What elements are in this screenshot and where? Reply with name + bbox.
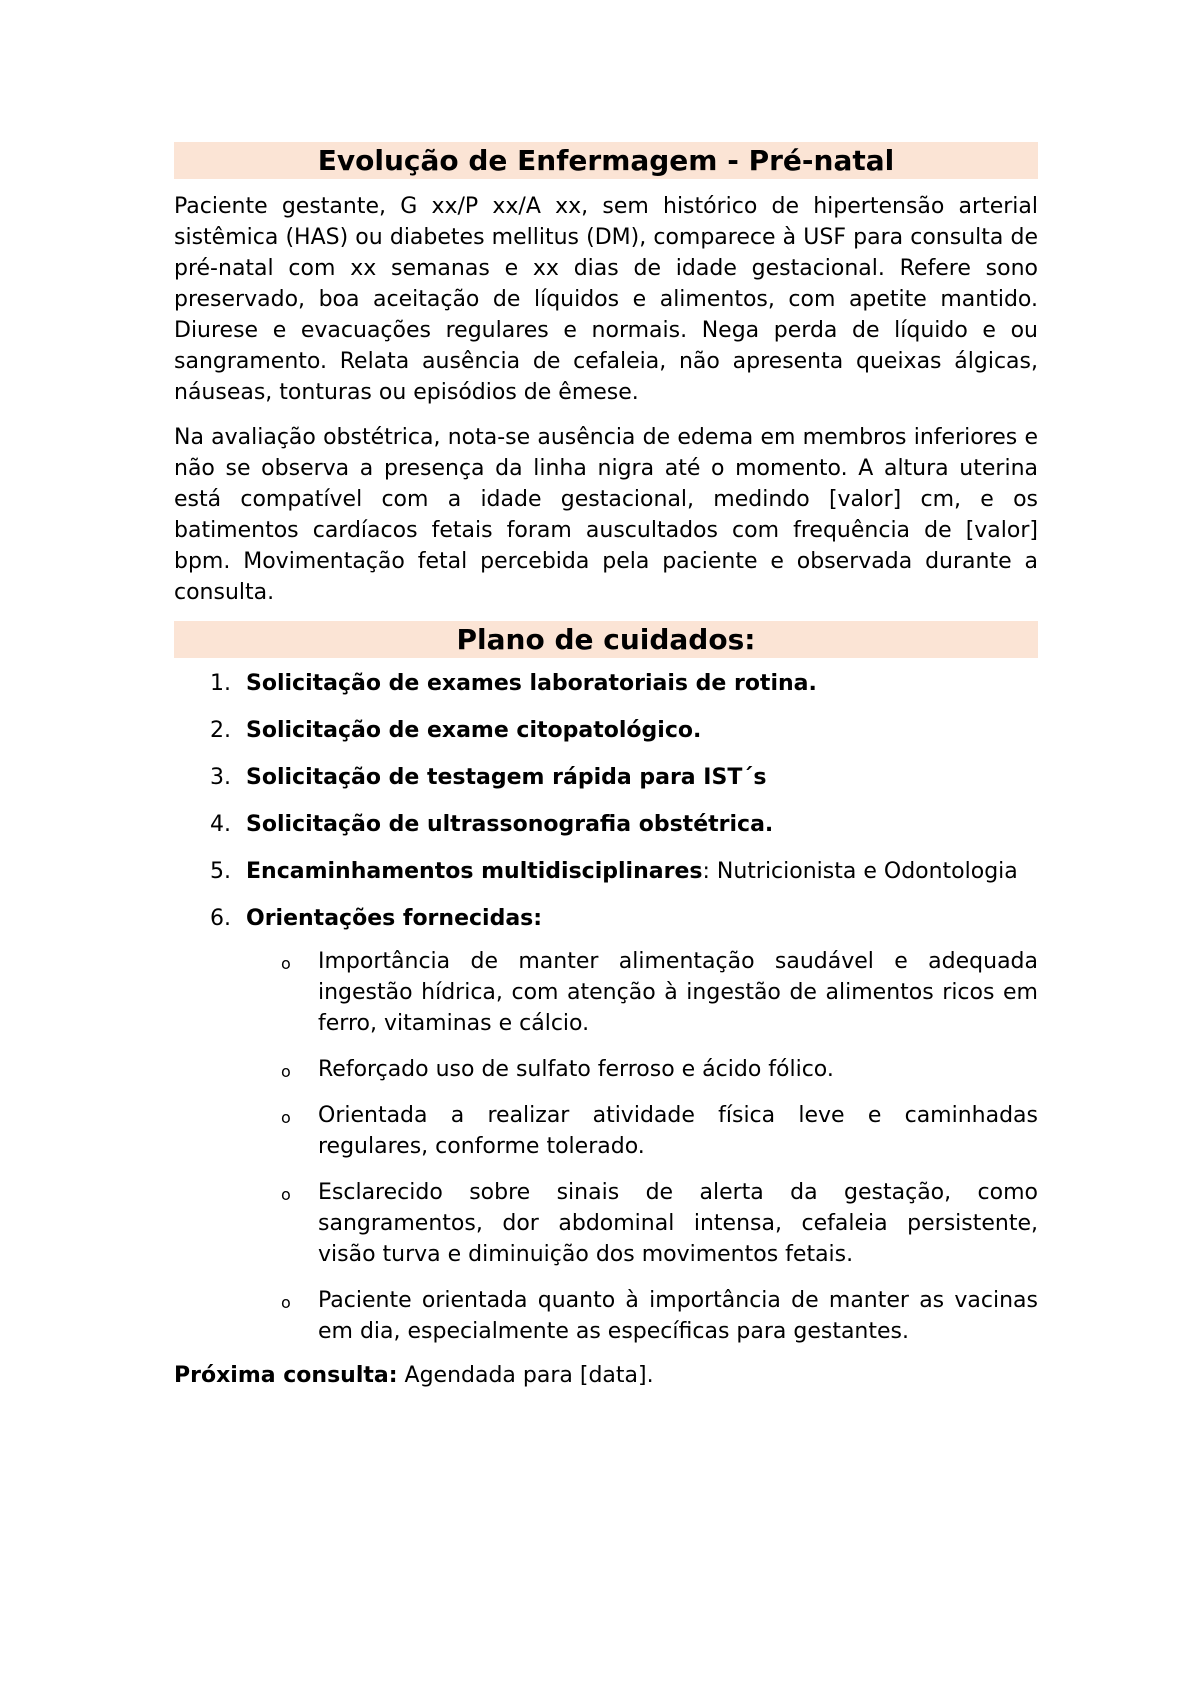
paragraph-obstetric-evaluation: Na avaliação obstétrica, nota-se ausência de edema em membros inferiores e não se observa a presença da linha nigra até o momento. A altura uterina está compatível com a idade gestacional, medindo [valor] cm, e os batimentos cardíacos fetais foram auscultados com frequência de [valor] bpm. Movimentação fetal percebida pela paciente e observada durante a consulta. — [174, 425, 1038, 605]
item-bold-text: Solicitação de exame citopatológico. — [246, 718, 702, 743]
orientation-text: Reforçado uso de sulfato ferroso e ácido fólico. — [318, 1057, 834, 1082]
orientation-item — [246, 1054, 1038, 1085]
item-number: 1. — [210, 671, 231, 696]
care-plan-item — [174, 715, 1038, 746]
care-plan-item — [174, 668, 1038, 699]
next-appointment — [174, 1360, 1038, 1391]
care-plan-list — [174, 668, 1038, 1347]
paragraph-patient-history: Paciente gestante, G xx/P xx/A xx, sem histórico de hipertensão arterial sistêmica (HAS) ou diabetes mellitus (DM), comparece à USF para consulta de pré-natal com xx semanas e xx dias de idade gestacional. Refere sono preservado, boa aceitação de líquidos e alimentos, com apetite mantido. Diurese e evacuações regulares e normais. Nega perda de líquido e ou sangramento. Relata ausência de cefaleia, não apresenta queixas álgicas, náuseas, tonturas ou episódios de êmese. — [174, 194, 1038, 405]
orientation-text: Esclarecido sobre sinais de alerta da gestação, como sangramentos, dor abdominal intensa, cefaleia persistente, visão turva e diminuição dos movimentos fetais. — [318, 1180, 1038, 1267]
item-bold-text: Solicitação de testagem rápida para IST´s — [246, 765, 767, 790]
orientation-text: Orientada a realizar atividade física leve e caminhadas regulares, conforme tolerado. — [318, 1103, 1038, 1159]
item-number: 3. — [210, 765, 231, 790]
item-bold-text: Encaminhamentos multidisciplinares — [246, 859, 703, 884]
orientations-list — [246, 946, 1038, 1347]
plan-title: Plano de cuidados: — [174, 621, 1038, 658]
item-bold-text: Orientações fornecidas: — [246, 906, 543, 931]
orientation-text: Paciente orientada quanto à importância de manter as vacinas em dia, especialmente as específicas para gestantes. — [318, 1288, 1038, 1344]
next-appointment-label: Próxima consulta: — [174, 1363, 398, 1388]
item-number: 5. — [210, 859, 231, 884]
item-bold-text: Solicitação de ultrassonografia obstétrica. — [246, 812, 774, 837]
bullet-icon: o — [281, 1293, 291, 1312]
item-text: : Nutricionista e Odontologia — [702, 859, 1018, 884]
bullet-icon: o — [281, 954, 291, 973]
orientation-text: Importância de manter alimentação saudável e adequada ingestão hídrica, com atenção à ingestão de alimentos ricos em ferro, vitaminas e cálcio. — [318, 949, 1038, 1036]
item-number: 2. — [210, 718, 231, 743]
document-page — [174, 142, 1038, 1391]
care-plan-item — [174, 809, 1038, 840]
item-bold-text: Solicitação de exames laboratoriais de rotina. — [246, 671, 817, 696]
document-title: Evolução de Enfermagem - Pré-natal — [174, 142, 1038, 179]
care-plan-item — [174, 903, 1038, 1347]
bullet-icon: o — [281, 1062, 291, 1081]
orientation-item — [246, 1177, 1038, 1270]
orientation-item — [246, 1285, 1038, 1347]
item-number: 6. — [210, 906, 231, 931]
orientation-item — [246, 1100, 1038, 1162]
care-plan-item — [174, 856, 1038, 887]
next-appointment-text: Agendada para [data]. — [397, 1363, 654, 1388]
orientation-item — [246, 946, 1038, 1039]
care-plan-item — [174, 762, 1038, 793]
bullet-icon: o — [281, 1108, 291, 1127]
bullet-icon: o — [281, 1185, 291, 1204]
item-number: 4. — [210, 812, 231, 837]
